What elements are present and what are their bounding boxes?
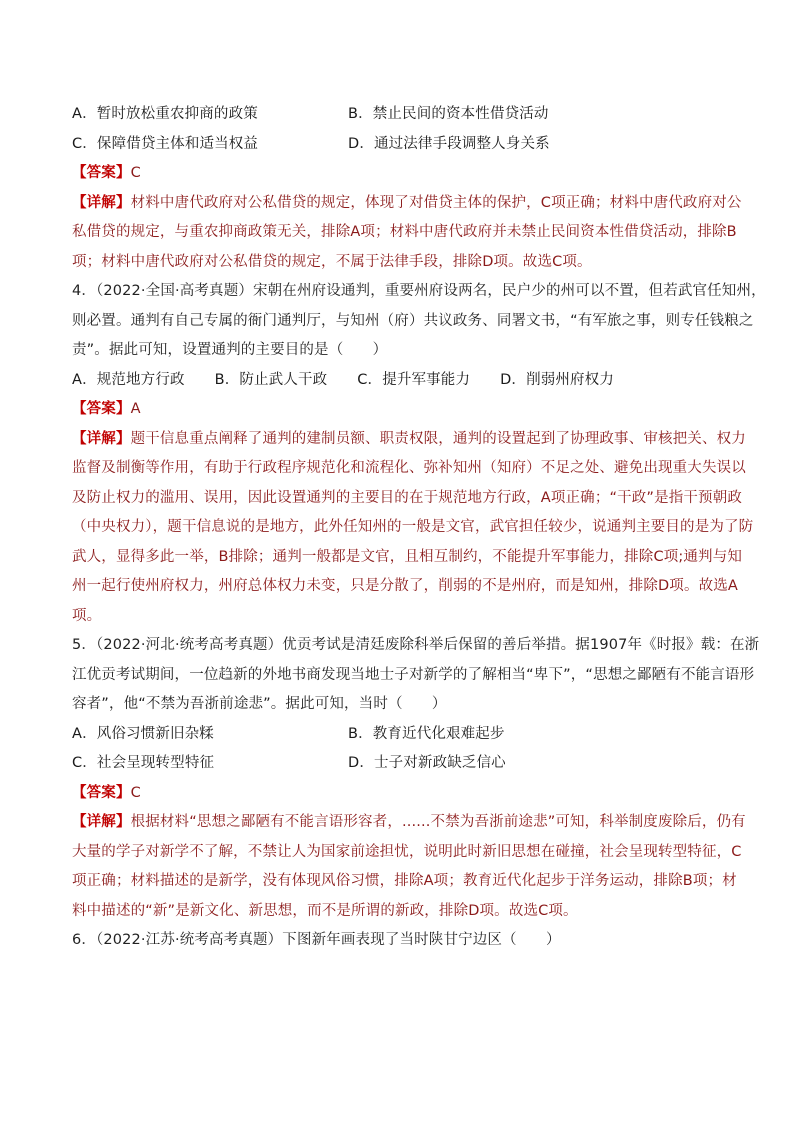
q3-option-c: C．保障借贷主体和适当权益 <box>72 135 259 152</box>
answer-value: C <box>130 784 141 801</box>
stem-line: 4．（2022·全国·高考真题）宋朝在州府设通判，重要州府设两名，民户少的州可以不置，但若武官任知州， <box>72 283 766 299</box>
detail-tag: 【详解】 <box>72 430 131 447</box>
answer-value: C <box>130 165 141 181</box>
stem-line: 5．（2022·河北·统考高考真题）优贡考试是清廷废除科举后保留的善后举措。据1907年《时报》载：在浙 <box>72 637 760 653</box>
stem-line: 则必置。通判有自己专属的衙门通判厅，与知州（府）共议政务、同署文书，“有军旅之事，则专任钱粮之 <box>72 312 754 329</box>
q5-stem <box>72 631 760 720</box>
q3-answer <box>72 159 732 189</box>
answer-tag: 【答案】 <box>72 165 131 181</box>
detail-line: 项。 <box>72 607 102 624</box>
q3-option-a: A．暂时放松重农抑商的政策 <box>72 106 258 122</box>
q5-detail <box>72 808 746 926</box>
q4-option-b: B．防止武人干政 <box>214 371 328 388</box>
q6-stem: 6．（2022·江苏·统考高考真题）下图新年画表现了当时陕甘宁边区（ ） <box>72 932 561 948</box>
stem-line: 责”。据此可知，设置通判的主要目的是（ ） <box>72 342 388 358</box>
q4-option-d: D．削弱州府权力 <box>500 371 614 388</box>
q4-option-c: C．提升军事能力 <box>357 371 471 388</box>
q5-options-row-1 <box>72 720 732 750</box>
q4-options <box>72 366 732 396</box>
detail-line: （中央权力），题干信息说的是地方，此外任知州的一般是文官，武官担任较少，说通判主要目的是为了防 <box>72 519 754 535</box>
q4-detail <box>72 425 754 632</box>
q5-options-row-2 <box>72 749 732 779</box>
detail-line: 项；材料中唐代政府对公私借贷的规定，不属于法律手段，排除D项。故选C项。 <box>72 253 592 270</box>
detail-line: 及防止权力的滥用、误用，因此设置通判的主要目的在于规范地方行政，A项正确；“干政”是指干预朝政 <box>72 489 742 506</box>
q3-options-row-2 <box>72 130 732 160</box>
q5-answer <box>72 779 732 809</box>
detail-line: 项正确；材料描述的是新学，没有体现风俗习惯，排除A项；教育近代化起步于洋务运动，排除B项；材 <box>72 873 737 889</box>
answer-tag: 【答案】 <box>72 401 131 417</box>
q5-option-a: A．风俗习惯新旧杂糅 <box>72 725 214 742</box>
stem-line: 容者”，他“不禁为吾浙前途悲”。据此可知，当时（ ） <box>72 696 447 712</box>
q5-option-c: C．社会呈现转型特征 <box>72 755 215 771</box>
detail-line: 材料中唐代政府对公私借贷的规定，体现了对借贷主体的保护，C项正确；材料中唐代政府对公 <box>130 194 742 211</box>
detail-line: 私借贷的规定，与重农抑商政策无关，排除A项；材料中唐代政府并未禁止民间资本性借贷活动，排除B <box>72 224 737 240</box>
q4-answer <box>72 395 732 425</box>
q4-stem <box>72 277 766 366</box>
detail-line: 根据材料“思想之鄙陋有不能言语形容者，......不禁为吾浙前途悲”可知，科举制度废除后，仍有 <box>130 814 746 830</box>
q4-option-a: A．规范地方行政 <box>72 371 185 388</box>
q3-options-row-1 <box>72 100 732 130</box>
detail-tag: 【详解】 <box>72 194 131 211</box>
detail-line: 监督及制衡等作用，有助于行政程序规范化和流程化、弥补知州（知府）不足之处、避免出现重大失误以 <box>72 460 746 476</box>
q3-detail <box>72 189 742 278</box>
stem-line: 江优贡考试期间，一位趋新的外地书商发现当地士子对新学的了解相当“卑下”，“思想之鄙陋有不能言语形 <box>72 666 755 683</box>
detail-line: 大量的学子对新学不了解，不禁让人为国家前途担忧，说明此时新旧思想在碰撞，社会呈现转型特征，C <box>72 843 742 860</box>
q3-option-b: B．禁止民间的资本性借贷活动 <box>348 106 549 122</box>
answer-tag: 【答案】 <box>72 784 131 801</box>
detail-line: 州一起行使州府权力，州府总体权力未变，只是分散了，削弱的不是州府，而是知州，排除D项。故选A <box>72 578 738 594</box>
detail-line: 武人，显得多此一举，B排除；通判一般都是文官，且相互制约，不能提升军事能力，排除C项;通判与知 <box>72 548 743 565</box>
document-page <box>72 100 766 956</box>
q5-option-d: D．士子对新政缺乏信心 <box>348 755 506 771</box>
detail-tag: 【详解】 <box>72 814 131 830</box>
q5-option-b: B．教育近代化艰难起步 <box>348 725 505 742</box>
detail-line: 题干信息重点阐释了通判的建制员额、职责权限，通判的设置起到了协理政事、审核把关、权力 <box>130 430 746 447</box>
q3-option-d: D．通过法律手段调整人身关系 <box>348 135 550 152</box>
answer-value: A <box>130 401 141 417</box>
detail-line: 料中描述的“新”是新文化、新思想，而不是所谓的新政，排除D项。故选C项。 <box>72 902 578 919</box>
